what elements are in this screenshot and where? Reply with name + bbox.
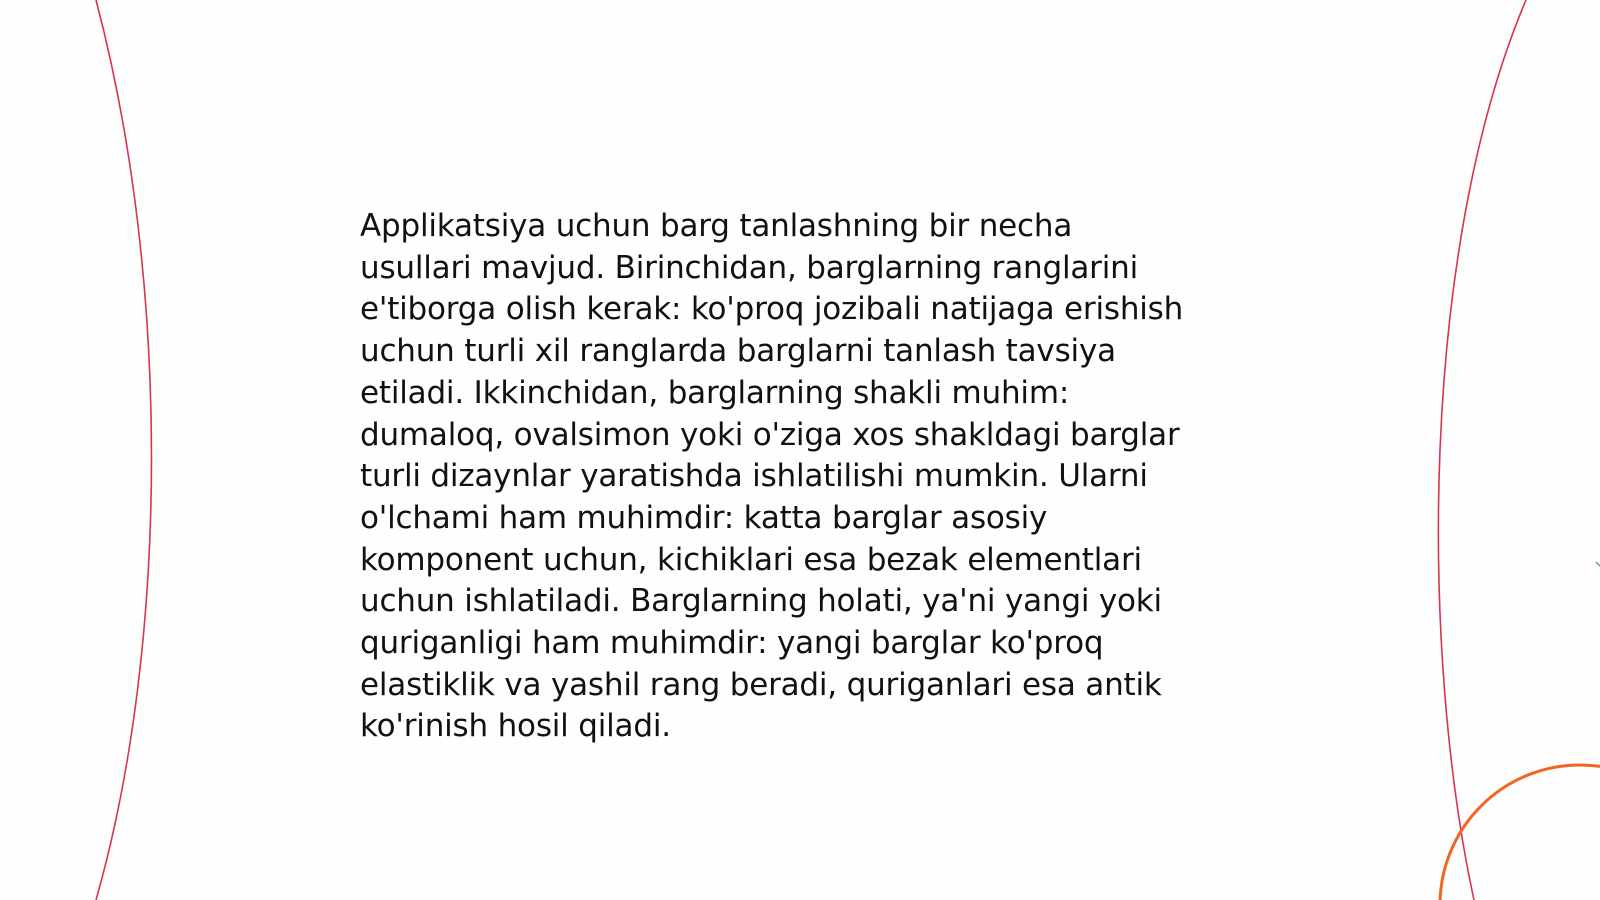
- left-curve-line: [96, 0, 152, 900]
- right-curve-line: [1438, 0, 1526, 900]
- edge-mark: [1596, 562, 1600, 566]
- corner-arc: [1440, 765, 1600, 900]
- body-paragraph: Applikatsiya uchun barg tanlashning bir necha usullari mavjud. Birinchidan, barglarning ranglarini e'tiborga olish kerak: ko'proq jozibali natijaga erishish uchun turli xil ranglarda barglarni tanlash tavsiya etiladi. Ikkinchidan, barglarning shakli muhim: dumaloq, ovalsimon yoki o'ziga xos shakldagi barglar turli dizaynlar yaratishda ishlatilishi mumkin. Ularni o'lchami ham muhimdir: katta barglar asosiy komponent uchun, kichiklari esa bezak elementlari uchun ishlatiladi. Barglarning holati, ya'ni yangi yoki quriganligi ham muhimdir: yangi barglar ko'proq elastiklik va yashil rang beradi, quriganlari esa antik ko'rinish hosil qiladi.: [360, 208, 1184, 745]
